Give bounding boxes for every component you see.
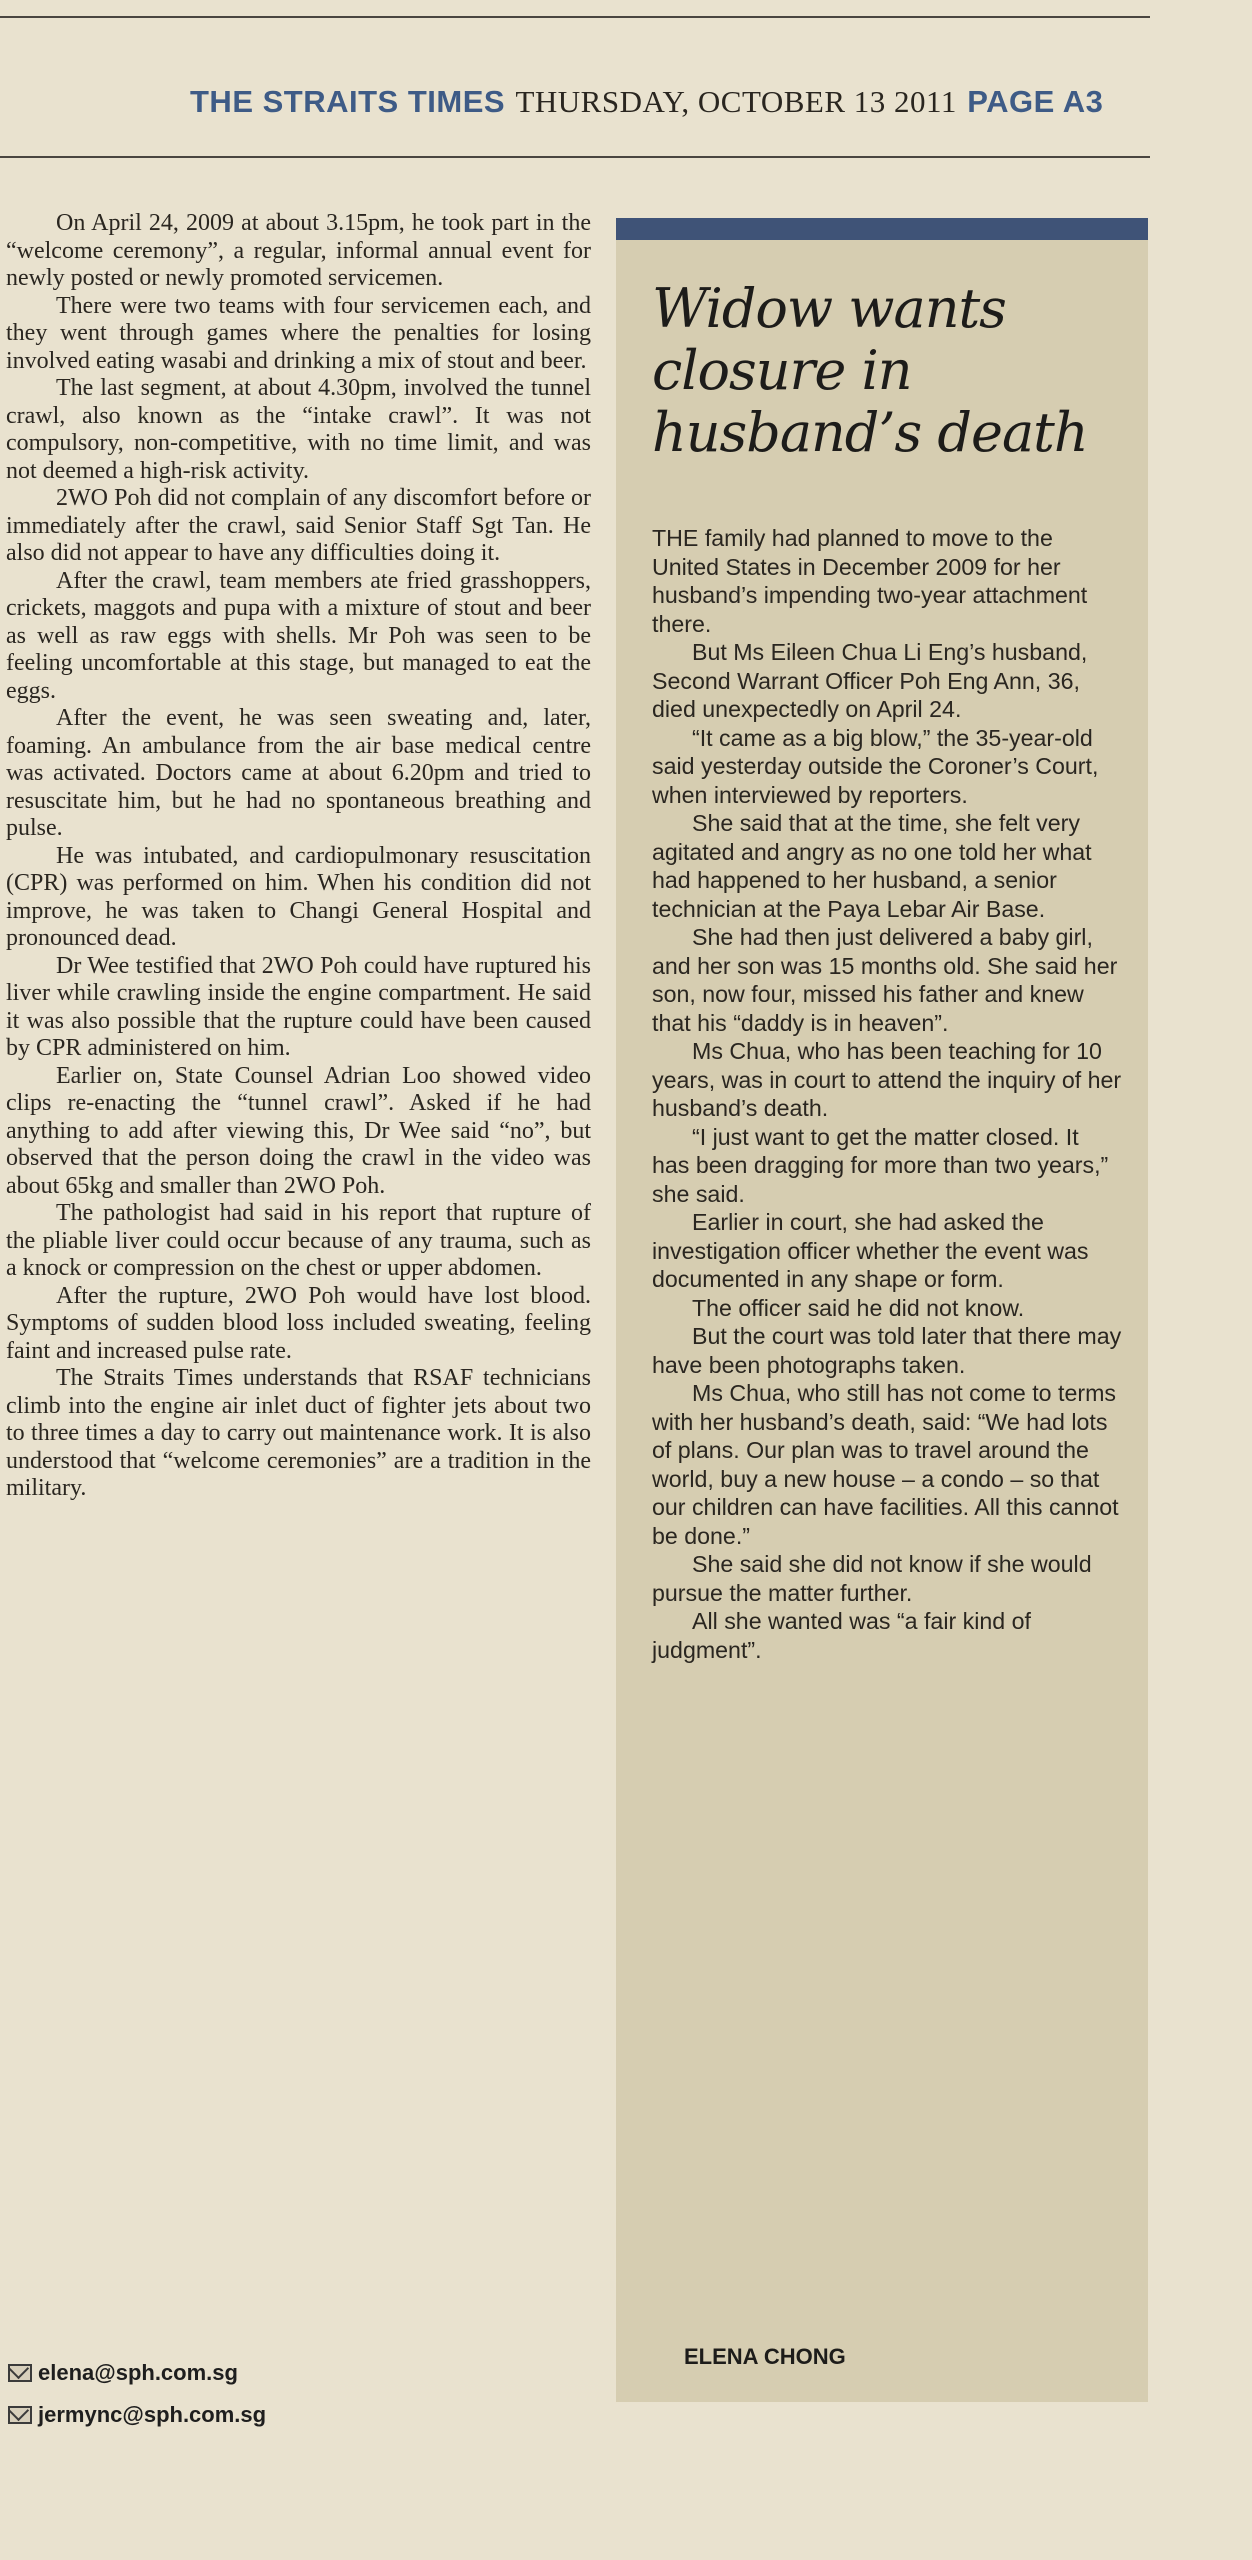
sidebar-body bbox=[652, 524, 1122, 1664]
article-paragraph: After the event, he was seen sweating and, later, foaming. An ambulance from the air base medical centre was activated. Doctors came at about 6.20pm and tried to resuscitate him, but he had no spontaneous breathing and pulse. bbox=[6, 705, 591, 841]
article-paragraph: The Straits Times understands that RSAF technicians climb into the engine air inlet duct of fighter jets about two to three times a day to carry out maintenance work. It is also understood that “welcome ceremonies” are a tradition in the military. bbox=[6, 1365, 591, 1501]
article-paragraph: 2WO Poh did not complain of any discomfort before or immediately after the crawl, said Senior Staff Sgt Tan. He also did not appear to have any difficulties doing it. bbox=[6, 485, 591, 566]
article-paragraph: On April 24, 2009 at about 3.15pm, he took part in the “welcome ceremony”, a regular, informal annual event for newly posted or newly promoted servicemen. bbox=[6, 210, 591, 291]
envelope-icon bbox=[8, 2406, 32, 2424]
article-paragraph: He was intubated, and cardiopulmonary resuscitation (CPR) was performed on him. When his condition did not improve, he was taken to Changi General Hospital and pronounced dead. bbox=[6, 842, 591, 951]
article-paragraph: Earlier on, State Counsel Adrian Loo showed video clips re-enacting the “tunnel crawl”. Asked if he had anything to add after viewing this, Dr Wee said “no”, but observed that the person doing the crawl in the video was about 65kg and smaller than 2WO Poh. bbox=[6, 1062, 591, 1199]
main-article-column bbox=[6, 210, 591, 1503]
page-number: PAGE A3 bbox=[967, 84, 1104, 119]
sidebar-headline: Widow wants closure in husband’s death bbox=[652, 277, 1088, 464]
article-paragraph: After the rupture, 2WO Poh would have lost blood. Symptoms of sudden blood loss included sweating, feeling faint and increased pulse rate. bbox=[6, 1282, 591, 1364]
sidebar-paragraph: She said she did not know if she would pursue the matter further. bbox=[652, 1551, 1092, 1606]
sidebar-paragraph: She said that at the time, she felt very agitated and angry as no one told her what had happened to her husband, a senior technician at the Paya Lebar Air Base. bbox=[652, 810, 1092, 922]
article-paragraph: Dr Wee testified that 2WO Poh could have ruptured his liver while crawling inside the engine compartment. He said it was also possible that the rupture could have been caused by CPR administered on him. bbox=[6, 952, 591, 1061]
sidebar-paragraph: But the court was told later that there may have been photographs taken. bbox=[652, 1323, 1122, 1378]
email-address[interactable]: elena@sph.com.sg bbox=[38, 2360, 238, 2385]
sidebar-paragraph: But Ms Eileen Chua Li Eng’s husband, Second Warrant Officer Poh Eng Ann, 36, died unexpectedly on April 24. bbox=[652, 639, 1088, 722]
sidebar-paragraph: “It came as a big blow,” the 35-year-old said yesterday outside the Coroner’s Court, when interviewed by reporters. bbox=[652, 724, 1099, 808]
masthead bbox=[190, 84, 1150, 120]
sidebar-story bbox=[616, 218, 1148, 2402]
issue-date: THURSDAY, OCTOBER 13 2011 bbox=[515, 84, 957, 119]
article-paragraph: There were two teams with four servicemen each, and they went through games where the penalties for losing involved eating wasabi and drinking a mix of stout and beer. bbox=[6, 292, 591, 374]
article-paragraph: After the crawl, team members ate fried grasshoppers, crickets, maggots and pupa with a mixture of stout and beer as well as raw eggs with shells. Mr Poh was seen to be feeling uncomfortable at this stage, but managed to eat the eggs. bbox=[6, 567, 591, 704]
sidebar-accent-bar bbox=[616, 218, 1148, 240]
masthead-rule bbox=[0, 156, 1150, 158]
sidebar-paragraph: Ms Chua, who still has not come to terms with her husband’s death, said: “We had lots of plans. Our plan was to travel around the world, buy a new house – a condo – so that our children can have facilities. All this cannot be done.” bbox=[652, 1380, 1119, 1549]
email-row bbox=[8, 2394, 266, 2436]
byline: ELENA CHONG bbox=[684, 2344, 846, 2369]
sidebar-paragraph: “I just want to get the matter closed. It has been dragging for more than two years,” she said. bbox=[652, 1123, 1109, 1207]
sidebar-paragraph: She had then just delivered a baby girl, and her son was 15 months old. She said her son, now four, missed his father and knew that his “daddy is in heaven”. bbox=[652, 924, 1118, 1036]
article-paragraph: The pathologist had said in his report that rupture of the pliable liver could occur because of any trauma, such as a knock or compression on the chest or upper abdomen. bbox=[6, 1200, 591, 1281]
email-address[interactable]: jermync@sph.com.sg bbox=[38, 2402, 267, 2427]
sidebar-paragraph: Ms Chua, who has been teaching for 10 years, was in court to attend the inquiry of her husband’s death. bbox=[652, 1038, 1122, 1121]
envelope-icon bbox=[8, 2364, 32, 2382]
author-emails bbox=[8, 2352, 266, 2436]
email-row bbox=[8, 2352, 266, 2394]
sidebar-paragraph: All she wanted was “a fair kind of judgment”. bbox=[652, 1608, 1031, 1663]
sidebar-paragraph: The officer said he did not know. bbox=[692, 1294, 1025, 1321]
top-rule bbox=[0, 16, 1150, 18]
publication-name: THE STRAITS TIMES bbox=[190, 84, 506, 119]
article-paragraph: The last segment, at about 4.30pm, involved the tunnel crawl, also known as the “intake crawl”. It was not compulsory, non-competitive, with no time limit, and was not deemed a high-risk activity. bbox=[6, 375, 591, 484]
sidebar-paragraph: Earlier in court, she had asked the investigation officer whether the event was documented in any shape or form. bbox=[652, 1209, 1089, 1292]
sidebar-paragraph: THE family had planned to move to the United States in December 2009 for her husband’s impending two-year attachment there. bbox=[652, 525, 1088, 637]
